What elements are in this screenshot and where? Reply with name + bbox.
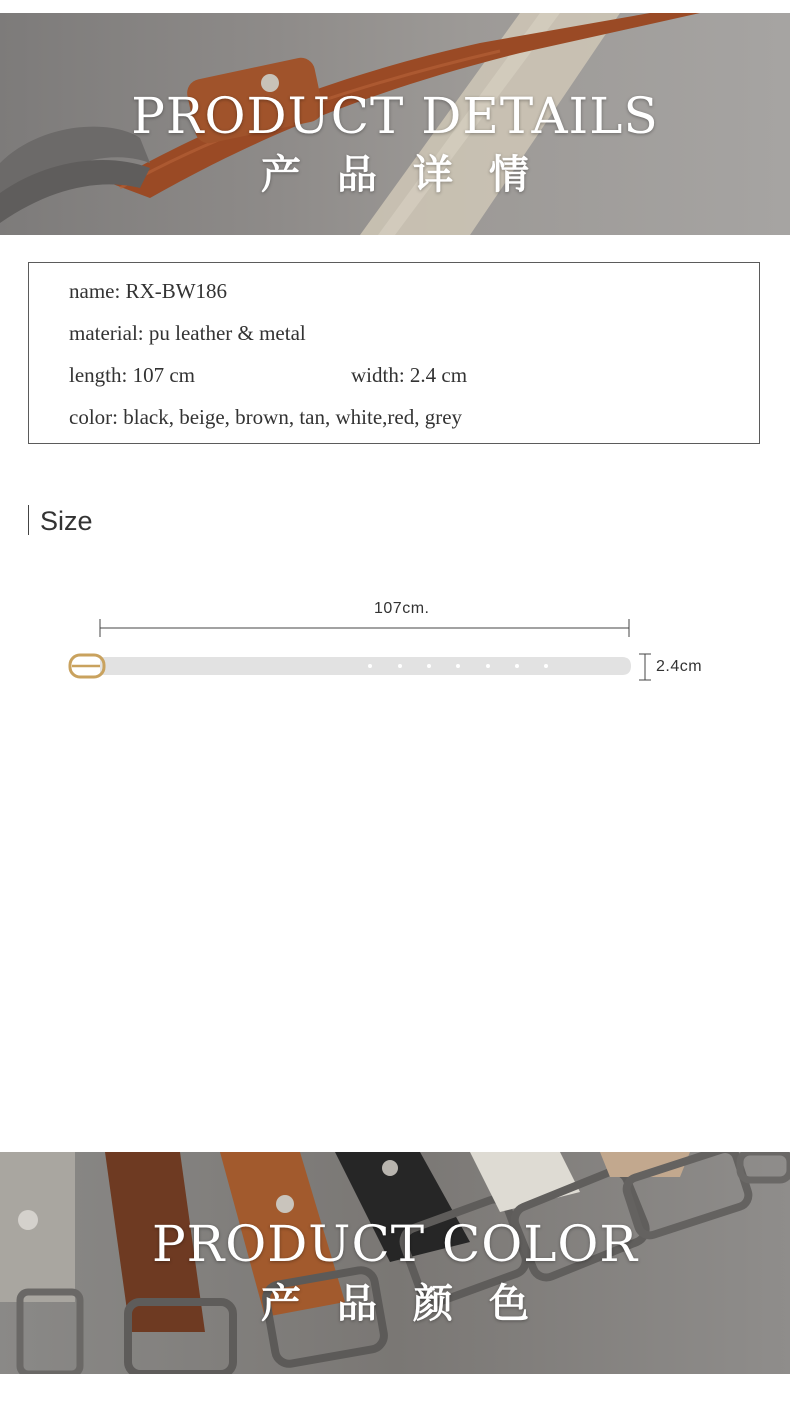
product-color-title: PRODUCT COLOR (151, 1215, 639, 1273)
spec-length: length: 107 cm (69, 363, 195, 387)
product-color-subtitle: 产品颜色 (261, 1280, 565, 1327)
belt-diagram-graphic (0, 580, 790, 700)
width-label: 2.4cm (656, 658, 703, 675)
belt-strap (100, 657, 631, 675)
product-color-banner (0, 1152, 790, 1374)
length-label: 107cm. (374, 600, 430, 617)
specs-box (28, 262, 760, 444)
product-details-title: PRODUCT DETAILS (131, 87, 659, 145)
product-details-banner (0, 13, 790, 235)
spec-name: name: RX-BW186 (69, 279, 228, 303)
size-heading: Size (28, 505, 93, 535)
belt-size-diagram (0, 580, 790, 700)
spec-color: color: black, beige, brown, tan, white,red, grey (69, 405, 463, 429)
product-details-subtitle: 产品详情 (261, 151, 565, 198)
spec-width: width: 2.4 cm (351, 363, 468, 387)
spec-material: material: pu leather & metal (69, 321, 306, 345)
